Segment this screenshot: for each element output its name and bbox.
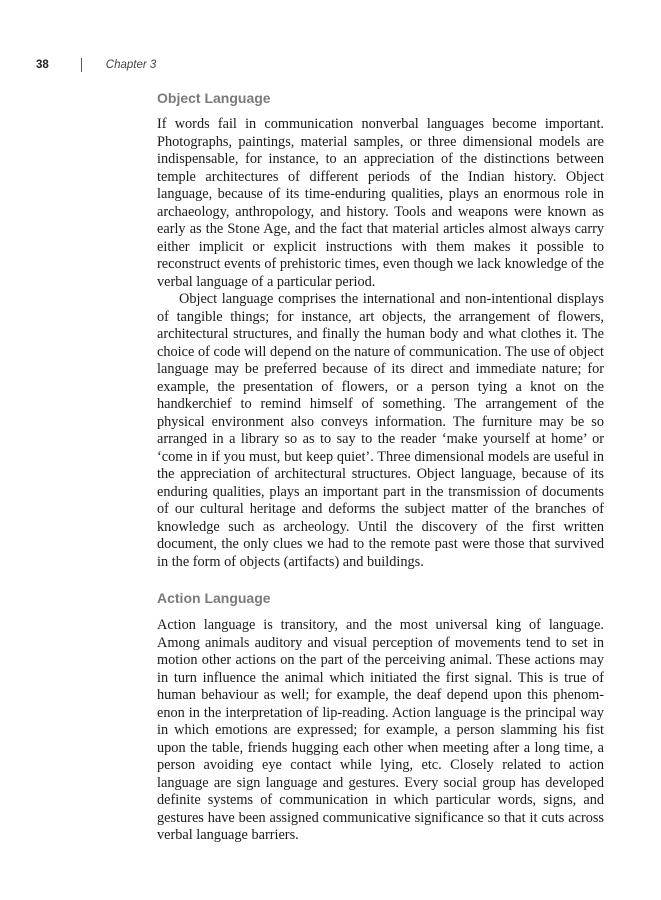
paragraph: Action language is transitory, and the most universal king of language. Among animals auditory and visual perception of movements tend to set in motion other actions on the part of the perceiving animal. These actions may in turn influence the animal which initiated the first signal. This is true of human behaviour as well; for example, the deaf depend upon this phenomenon in the interpretation of lip-reading. Action language is the principal way in which emotions are expressed; for example, a person slamming his fist upon the table, friends hugging each other when meeting after a long time, a person avoiding eye contact while lying, etc. Closely related to action language are sign language and gestures. Every social group has developed definite systems of communication in which particular words, signs, and gestures have been assigned communicative significance so that it cuts across verbal language barriers.	[157, 617, 604, 843]
page-body	[157, 88, 604, 845]
section-heading-action-language: Action Language	[157, 590, 271, 606]
section-heading-object-language: Object Language	[157, 90, 271, 106]
header-divider	[81, 58, 82, 72]
paragraph: If words fail in communication nonverbal languages become important. Photographs, paintings, material samples, or three dimensional models are indispensable, for instance, to an appreciation of the distinctions between temple architectures of different periods of the Indian history. Object language, because of its time-enduring qualities, plays an enormous role in archaeology, anthropology, and history. Tools and weapons were known as early as the Stone Age, and the fact that material articles almost always carry either implicit or explicit instructions with them makes it possible to reconstruct events of prehistoric times, even though we lack knowledge of the verbal language of a particular period.	[157, 116, 604, 290]
page-number: 38	[36, 59, 49, 71]
running-head	[36, 58, 156, 72]
chapter-label: Chapter 3	[105, 59, 157, 71]
paragraph: Object language comprises the international and non-intentional displays of tangible things; for instance, art objects, the arrangement of flowers, architectural structures, and finally the human body and what clothes it. The choice of code will depend on the nature of communication. The use of object language may be preferred because of its direct and immediate nature; for example, the presentation of flowers, or a person tying a knot on the handkerchief to remind himself of something. The arrangement of the physical environment also conveys information. The furniture may be so arranged in a library so as to say to the reader ‘make yourself at home’ or ‘come in if you must, but keep quiet’. Three dimensional models are useful in the appreciation of architectural structures. Object language, because of its enduring qualities, plays an important part in the transmission of documents of our cultural heritage and deforms the subject matter of the branches of knowledge such as archeology. Until the discovery of the first written document, the only clues we had to the remote past were those that survived in the form of objects (artifacts) and buildings.	[157, 291, 604, 570]
